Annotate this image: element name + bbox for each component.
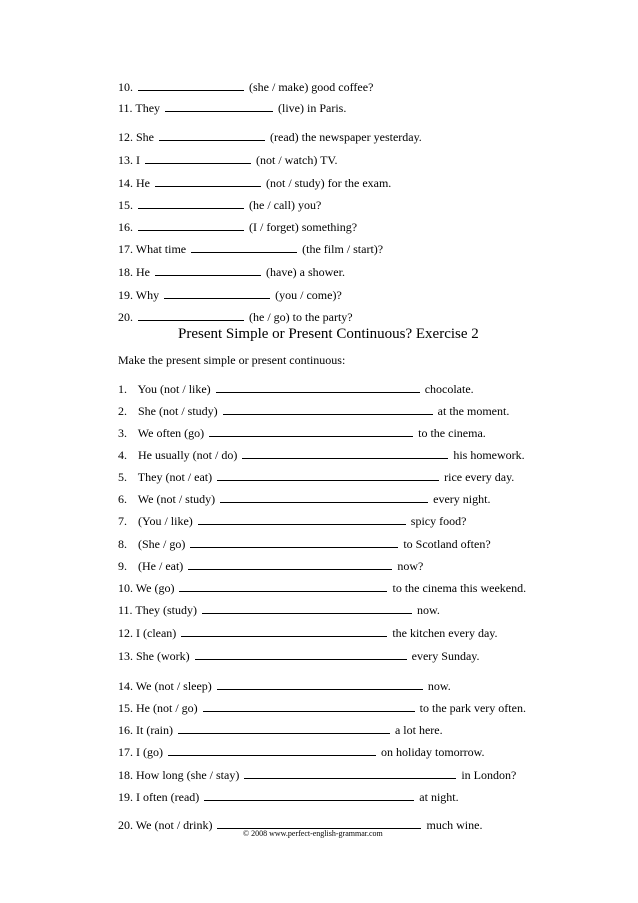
item-prefix: (She / go) [138,537,186,551]
item-suffix: (she / make) good coffee? [249,80,374,94]
item-prefix: He usually (not / do) [138,448,238,462]
item-suffix: every night. [433,492,491,506]
exercise-line [118,288,342,302]
item-prefix: (He / eat) [138,559,184,573]
item-prefix: He [136,265,150,279]
item-prefix: We (not / drink) [135,818,213,832]
item-suffix: (he / call) you? [249,198,322,212]
answer-blank[interactable] [195,649,407,660]
item-number: 18. [118,768,133,782]
item-prefix: What time [135,242,187,256]
item-suffix: the kitchen every day. [392,626,498,640]
answer-blank[interactable] [181,626,387,637]
item-number: 3. [118,426,127,440]
item-suffix: (the film / start)? [302,242,384,256]
answer-blank[interactable] [209,426,413,437]
item-suffix: now. [427,679,451,693]
item-number: 7. [118,514,127,528]
item-number: 12. [118,626,133,640]
item-suffix: (not / watch) TV. [256,153,338,167]
answer-blank[interactable] [155,176,261,187]
answer-blank[interactable] [159,130,265,141]
item-prefix: He (not / go) [136,701,198,715]
exercise-line [118,701,526,715]
item-prefix: I (clean) [136,626,177,640]
item-number: 13. [118,153,133,167]
item-number: 10. [118,581,133,595]
item-prefix: How long (she / stay) [136,768,240,782]
item-number: 11. [118,101,133,115]
item-suffix: now? [397,559,424,573]
item-suffix: in London? [461,768,517,782]
answer-blank[interactable] [191,242,297,253]
answer-blank[interactable] [138,310,244,321]
answer-blank[interactable] [223,404,433,415]
answer-blank[interactable] [204,790,414,801]
answer-blank[interactable] [202,603,412,614]
instructions: Make the present simple or present continuous: [118,353,346,367]
answer-blank[interactable] [216,382,420,393]
item-prefix: I often (read) [136,790,200,804]
item-suffix: at night. [419,790,459,804]
item-prefix: They [135,101,161,115]
item-suffix: (have) a shower. [266,265,345,279]
exercise-line [118,176,391,190]
answer-blank[interactable] [217,679,423,690]
item-suffix: his homework. [453,448,525,462]
item-prefix: She (work) [136,649,190,663]
exercise-line [118,581,526,595]
item-prefix: (You / like) [138,514,193,528]
exercise-line [118,492,490,506]
item-prefix: I (go) [136,745,163,759]
item-prefix: They (not / eat) [137,470,213,484]
item-prefix: Why [135,288,160,302]
answer-blank[interactable] [220,492,428,503]
item-number: 14. [118,176,133,190]
answer-blank[interactable] [138,198,244,209]
answer-blank[interactable] [190,537,398,548]
item-suffix: chocolate. [424,382,474,396]
item-suffix: every Sunday. [411,649,480,663]
item-suffix: to the cinema. [418,426,486,440]
answer-blank[interactable] [178,723,390,734]
exercise-line [118,382,474,396]
item-suffix: rice every day. [444,470,515,484]
answer-blank[interactable] [217,470,439,481]
item-prefix: We (not / sleep) [135,679,212,693]
item-suffix: (he / go) to the party? [249,310,353,324]
item-number: 11. [118,603,133,617]
exercise-line [118,80,373,94]
answer-blank[interactable] [242,448,448,459]
exercise-title: Present Simple or Present Continuous? Exercise 2 [178,326,479,342]
exercise-line [118,153,338,167]
item-prefix: It (rain) [136,723,173,737]
item-suffix: (live) in Paris. [278,101,347,115]
item-number: 15. [118,701,133,715]
answer-blank[interactable] [145,153,251,164]
item-number: 17. [118,745,133,759]
item-suffix: (I / forget) something? [249,220,358,234]
exercise-line [118,101,346,115]
item-suffix: much wine. [426,818,483,832]
answer-blank[interactable] [138,80,244,91]
answer-blank[interactable] [217,818,421,829]
item-suffix: on holiday tomorrow. [381,745,485,759]
item-prefix: I [136,153,140,167]
item-suffix: (not / study) for the exam. [266,176,392,190]
item-suffix: at the moment. [437,404,510,418]
item-prefix: You (not / like) [137,382,211,396]
copyright-footer: © 2008 www.perfect-english-grammar.com [243,829,383,838]
answer-blank[interactable] [138,220,244,231]
item-prefix: She (not / study) [138,404,218,418]
item-number: 14. [118,679,133,693]
exercise-line [118,514,466,528]
item-number: 8. [118,537,127,551]
item-suffix: now. [417,603,440,617]
answer-blank[interactable] [198,514,406,525]
exercise-line [118,723,443,737]
exercise-line [118,130,422,144]
item-number: 16. [118,723,133,737]
item-prefix: We often (go) [137,426,205,440]
item-number: 15. [118,198,133,212]
item-number: 12. [118,130,133,144]
item-number: 18. [118,265,133,279]
item-number: 1. [118,382,127,396]
exercise-line [118,404,509,418]
answer-blank[interactable] [188,559,392,570]
item-prefix: They (study) [135,603,198,617]
exercise-line [118,745,485,759]
exercise-line [118,649,480,663]
item-number: 20. [118,818,133,832]
item-prefix: We (go) [135,581,175,595]
exercise-line [118,790,459,804]
exercise-line [118,265,345,279]
item-number: 19. [118,288,133,302]
answer-blank[interactable] [155,265,261,276]
item-prefix: She [136,130,154,144]
item-prefix: He [136,176,150,190]
item-suffix: (read) the newspaper yesterday. [270,130,422,144]
item-number: 16. [118,220,133,234]
item-suffix: to the park very often. [419,701,526,715]
item-suffix: spicy food? [410,514,467,528]
item-number: 4. [118,448,127,462]
item-suffix: to Scotland often? [403,537,491,551]
item-number: 10. [118,80,133,94]
exercise-line [118,198,321,212]
item-number: 17. [118,242,133,256]
answer-blank[interactable] [168,745,376,756]
answer-blank[interactable] [203,701,415,712]
exercise-line [118,768,516,782]
answer-blank[interactable] [164,288,270,299]
exercise-line [118,470,514,484]
exercise-line [118,448,525,462]
exercise-line [118,242,383,256]
item-suffix: a lot here. [394,723,443,737]
item-number: 2. [118,404,127,418]
item-number: 20. [118,310,133,324]
exercise-line [118,603,440,617]
answer-blank[interactable] [179,581,387,592]
item-suffix: to the cinema this weekend. [392,581,527,595]
exercise-line [118,310,353,324]
exercise-line [118,537,491,551]
item-number: 13. [118,649,133,663]
item-number: 6. [118,492,127,506]
exercise-line [118,679,451,693]
answer-blank[interactable] [244,768,456,779]
item-suffix: (you / come)? [275,288,342,302]
item-number: 19. [118,790,133,804]
item-prefix: We (not / study) [137,492,216,506]
exercise-line [118,426,486,440]
item-number: 9. [118,559,127,573]
exercise-line [118,559,423,573]
exercise-line [118,626,498,640]
answer-blank[interactable] [165,101,273,112]
exercise-line [118,220,357,234]
item-number: 5. [118,470,127,484]
